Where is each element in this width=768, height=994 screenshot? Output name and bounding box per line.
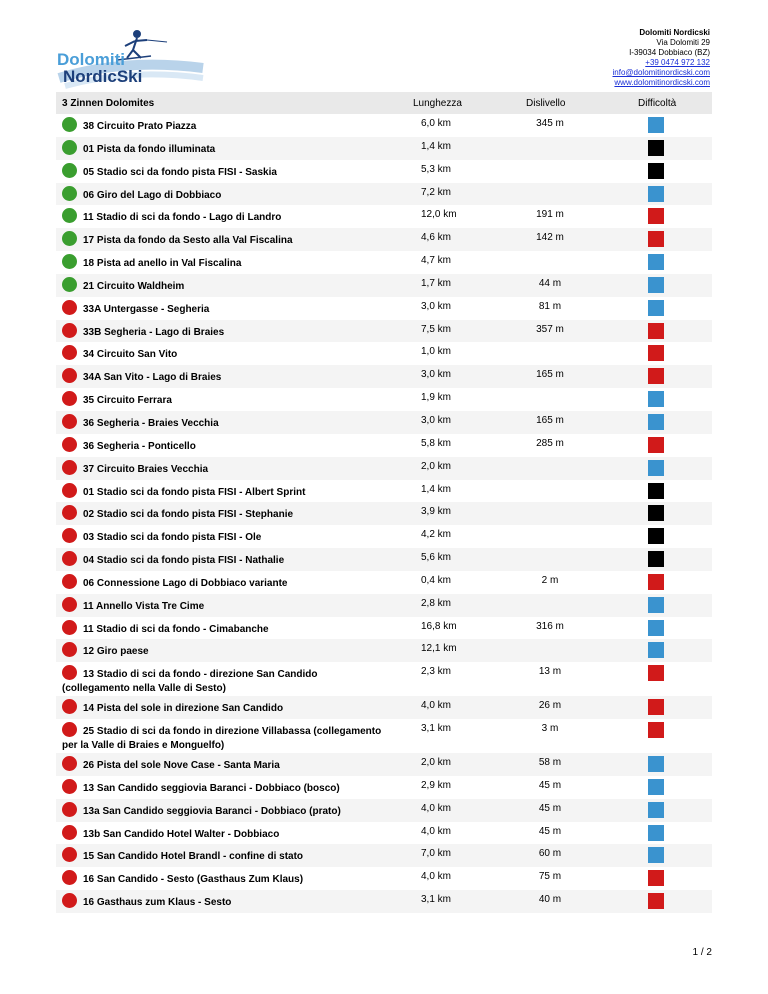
status-dot-red bbox=[62, 528, 77, 543]
email-link[interactable]: info@dolomitinordicski.com bbox=[612, 68, 710, 77]
trail-length: 1,9 km bbox=[421, 392, 452, 404]
status-dot-red bbox=[62, 825, 77, 840]
table-body bbox=[56, 114, 712, 913]
status-dot-red bbox=[62, 505, 77, 520]
trail-name: 15 San Candido Hotel Brandl - confine di stato bbox=[83, 851, 304, 863]
difficulty-square-black bbox=[648, 140, 664, 156]
trail-name: 03 Stadio sci da fondo pista FISI - Ole bbox=[83, 532, 262, 544]
difficulty-square-black bbox=[648, 528, 664, 544]
trail-length: 4,0 km bbox=[421, 700, 452, 712]
trail-length: 1,7 km bbox=[421, 277, 452, 289]
trail-length: 4,7 km bbox=[421, 255, 452, 267]
trail-elevation: 44 m bbox=[538, 277, 562, 289]
status-dot-red bbox=[62, 391, 77, 406]
trail-length: 3,0 km bbox=[421, 369, 452, 381]
difficulty-square-blue bbox=[648, 756, 664, 772]
trail-length: 3,1 km bbox=[421, 723, 452, 735]
difficulty-square-blue bbox=[648, 391, 664, 407]
trail-elevation: 40 m bbox=[538, 894, 562, 906]
table-row bbox=[56, 776, 712, 799]
difficulty-square-red bbox=[648, 893, 664, 909]
status-dot-green bbox=[62, 277, 77, 292]
status-dot-red bbox=[62, 368, 77, 383]
trail-length: 2,0 km bbox=[421, 757, 452, 769]
table-row bbox=[56, 719, 712, 753]
trail-name: 26 Pista del sole Nove Case - Santa Maria bbox=[83, 760, 280, 772]
trail-name: 11 Stadio di sci da fondo - Lago di Landro bbox=[83, 212, 282, 224]
trail-length: 2,0 km bbox=[421, 460, 452, 472]
difficulty-square-black bbox=[648, 505, 664, 521]
status-dot-red bbox=[62, 323, 77, 338]
status-dot-red bbox=[62, 620, 77, 635]
table-row bbox=[56, 844, 712, 867]
table-row bbox=[56, 799, 712, 822]
trail-elevation: 165 m bbox=[536, 369, 564, 381]
difficulty-square-blue bbox=[648, 117, 664, 133]
trail-name: 16 Gasthaus zum Klaus - Sesto bbox=[83, 897, 232, 909]
trail-length: 4,0 km bbox=[421, 871, 452, 883]
difficulty-square-blue bbox=[648, 642, 664, 658]
difficulty-square-blue bbox=[648, 620, 664, 636]
table-row bbox=[56, 205, 712, 228]
trail-length: 0,4 km bbox=[421, 574, 452, 586]
table-row bbox=[56, 617, 712, 640]
trail-name: 13a San Candido seggiovia Baranci - Dobbiaco (prato) bbox=[83, 805, 341, 817]
difficulty-square-red bbox=[648, 870, 664, 886]
street: Via Dolomiti 29 bbox=[656, 38, 710, 47]
trail-elevation: 75 m bbox=[538, 871, 562, 883]
trail-length: 4,0 km bbox=[421, 825, 452, 837]
difficulty-square-blue bbox=[648, 847, 664, 863]
trail-name: 02 Stadio sci da fondo pista FISI - Stephanie bbox=[83, 509, 294, 521]
trail-name: 36 Segheria - Ponticello bbox=[83, 440, 196, 452]
table-header bbox=[56, 92, 712, 114]
status-dot-green bbox=[62, 254, 77, 269]
status-dot-red bbox=[62, 551, 77, 566]
trail-length: 7,2 km bbox=[421, 186, 452, 198]
table-row bbox=[56, 342, 712, 365]
table-row bbox=[56, 160, 712, 183]
trail-elevation: 58 m bbox=[538, 757, 562, 769]
table-row bbox=[56, 594, 712, 617]
status-dot-red bbox=[62, 300, 77, 315]
difficulty-square-red bbox=[648, 574, 664, 590]
trail-name: 21 Circuito Waldheim bbox=[83, 280, 185, 292]
status-dot-red bbox=[62, 437, 77, 452]
table-row bbox=[56, 480, 712, 503]
trail-name: 06 Connessione Lago di Dobbiaco variante bbox=[83, 577, 288, 589]
trail-elevation: 357 m bbox=[536, 323, 564, 335]
trail-elevation: 191 m bbox=[536, 209, 564, 221]
trail-length: 1,0 km bbox=[421, 346, 452, 358]
trail-elevation: 45 m bbox=[538, 825, 562, 837]
trail-elevation: 60 m bbox=[538, 848, 562, 860]
trail-table bbox=[56, 92, 712, 913]
col-length: Lunghezza bbox=[413, 98, 462, 109]
trail-length: 6,0 km bbox=[421, 118, 452, 129]
trail-length: 4,6 km bbox=[421, 232, 452, 244]
difficulty-square-black bbox=[648, 483, 664, 499]
status-dot-green bbox=[62, 208, 77, 223]
trail-length: 3,9 km bbox=[421, 506, 452, 518]
status-dot-green bbox=[62, 163, 77, 178]
table-row bbox=[56, 365, 712, 388]
difficulty-square-blue bbox=[648, 277, 664, 293]
difficulty-square-blue bbox=[648, 186, 664, 202]
trail-elevation: 81 m bbox=[538, 300, 562, 312]
trail-elevation: 142 m bbox=[536, 232, 564, 244]
col-elevation: Dislivello bbox=[526, 98, 566, 109]
trail-name: 35 Circuito Ferrara bbox=[83, 395, 172, 407]
phone-link[interactable]: +39 0474 972 132 bbox=[645, 58, 710, 67]
table-row bbox=[56, 502, 712, 525]
svg-text:NordicSki: NordicSki bbox=[63, 67, 143, 86]
col-difficulty: Difficoltà bbox=[638, 98, 677, 109]
trail-name: 18 Pista ad anello in Val Fiscalina bbox=[83, 258, 242, 270]
difficulty-square-blue bbox=[648, 414, 664, 430]
trail-name: 17 Pista da fondo da Sesto alla Val Fiscalina bbox=[83, 235, 293, 247]
status-dot-green bbox=[62, 117, 77, 132]
table-row bbox=[56, 411, 712, 434]
trail-length: 4,0 km bbox=[421, 802, 452, 814]
difficulty-square-red bbox=[648, 368, 664, 384]
status-dot-green bbox=[62, 186, 77, 201]
table-row bbox=[56, 753, 712, 776]
trail-length: 2,9 km bbox=[421, 779, 452, 791]
page-number: 1 / 2 bbox=[692, 947, 712, 958]
status-dot-red bbox=[62, 574, 77, 589]
trail-name: 38 Circuito Prato Piazza bbox=[83, 121, 197, 132]
table-row bbox=[56, 822, 712, 845]
difficulty-square-red bbox=[648, 437, 664, 453]
status-dot-red bbox=[62, 847, 77, 862]
table-row bbox=[56, 297, 712, 320]
trail-length: 3,1 km bbox=[421, 894, 452, 906]
trail-length: 2,8 km bbox=[421, 597, 452, 609]
trail-length: 1,4 km bbox=[421, 140, 452, 152]
trail-name: 11 Stadio di sci da fondo - Cimabanche bbox=[83, 623, 269, 635]
difficulty-square-red bbox=[648, 665, 664, 681]
status-dot-red bbox=[62, 893, 77, 908]
org-name: Dolomiti Nordicski bbox=[639, 28, 710, 37]
trail-elevation: 26 m bbox=[538, 700, 562, 712]
status-dot-red bbox=[62, 802, 77, 817]
status-dot-red bbox=[62, 414, 77, 429]
table-row bbox=[56, 183, 712, 206]
difficulty-square-black bbox=[648, 163, 664, 179]
difficulty-square-red bbox=[648, 231, 664, 247]
difficulty-square-red bbox=[648, 722, 664, 738]
difficulty-square-blue bbox=[648, 597, 664, 613]
trail-elevation: 2 m bbox=[541, 574, 559, 586]
trail-elevation: 316 m bbox=[536, 620, 564, 632]
trail-name: 13 San Candido seggiovia Baranci - Dobbiaco (bosco) bbox=[83, 782, 340, 794]
status-dot-red bbox=[62, 483, 77, 498]
difficulty-square-red bbox=[648, 345, 664, 361]
trail-elevation: 345 m bbox=[536, 118, 564, 129]
table-row bbox=[56, 251, 712, 274]
difficulty-square-red bbox=[648, 699, 664, 715]
trail-name: 01 Pista da fondo illuminata bbox=[83, 143, 216, 155]
contact-block bbox=[613, 28, 711, 88]
trail-length: 12,0 km bbox=[421, 209, 457, 221]
trail-name: 12 Giro paese bbox=[83, 646, 149, 658]
trail-name: 33B Segheria - Lago di Braies bbox=[83, 326, 225, 338]
table-row bbox=[56, 867, 712, 890]
status-dot-red bbox=[62, 642, 77, 657]
trail-length: 3,0 km bbox=[421, 414, 452, 426]
trail-length: 7,5 km bbox=[421, 323, 452, 335]
status-dot-green bbox=[62, 231, 77, 246]
trail-length: 4,2 km bbox=[421, 529, 452, 541]
table-row bbox=[56, 457, 712, 480]
trail-name: 34A San Vito - Lago di Braies bbox=[83, 372, 222, 384]
table-row bbox=[56, 571, 712, 594]
table-row bbox=[56, 548, 712, 571]
area-title: 3 Zinnen Dolomites bbox=[62, 98, 155, 109]
trail-name: 13 Stadio di sci da fondo - direzione San Candido (collegamento nella Valle di Sesto) bbox=[62, 669, 318, 695]
web-link[interactable]: www.dolomitinordicski.com bbox=[614, 78, 710, 87]
status-dot-red bbox=[62, 756, 77, 771]
trail-name: 05 Stadio sci da fondo pista FISI - Saskia bbox=[83, 166, 277, 178]
table-row bbox=[56, 228, 712, 251]
difficulty-square-red bbox=[648, 208, 664, 224]
trail-elevation: 45 m bbox=[538, 779, 562, 791]
trail-length: 5,6 km bbox=[421, 552, 452, 564]
trail-elevation: 13 m bbox=[538, 666, 562, 678]
table-row bbox=[56, 114, 712, 137]
trail-elevation: 3 m bbox=[541, 723, 559, 735]
difficulty-square-red bbox=[648, 323, 664, 339]
trail-name: 01 Stadio sci da fondo pista FISI - Albert Sprint bbox=[83, 486, 306, 498]
trail-length: 3,0 km bbox=[421, 300, 452, 312]
trail-length: 5,3 km bbox=[421, 163, 452, 175]
trail-name: 13b San Candido Hotel Walter - Dobbiaco bbox=[83, 828, 280, 840]
table-row bbox=[56, 274, 712, 297]
city: I-39034 Dobbiaco (BZ) bbox=[629, 48, 710, 57]
table-row bbox=[56, 137, 712, 160]
status-dot-red bbox=[62, 597, 77, 612]
table-row bbox=[56, 890, 712, 913]
status-dot-red bbox=[62, 460, 77, 475]
difficulty-square-blue bbox=[648, 300, 664, 316]
table-row bbox=[56, 662, 712, 696]
table-row bbox=[56, 525, 712, 548]
difficulty-square-blue bbox=[648, 460, 664, 476]
status-dot-green bbox=[62, 140, 77, 155]
trail-length: 12,1 km bbox=[421, 643, 457, 655]
status-dot-red bbox=[62, 870, 77, 885]
trail-name: 11 Annello Vista Tre Cime bbox=[83, 600, 205, 612]
trail-name: 36 Segheria - Braies Vecchia bbox=[83, 417, 219, 429]
trail-length: 1,4 km bbox=[421, 483, 452, 495]
difficulty-square-blue bbox=[648, 825, 664, 841]
table-row bbox=[56, 639, 712, 662]
status-dot-red bbox=[62, 699, 77, 714]
table-row bbox=[56, 388, 712, 411]
dolomiti-nordicski-logo bbox=[55, 28, 205, 90]
status-dot-red bbox=[62, 779, 77, 794]
trail-length: 7,0 km bbox=[421, 848, 452, 860]
svg-text:Dolomiti: Dolomiti bbox=[57, 50, 125, 69]
difficulty-square-black bbox=[648, 551, 664, 567]
trail-length: 16,8 km bbox=[421, 620, 457, 632]
difficulty-square-blue bbox=[648, 802, 664, 818]
trail-length: 2,3 km bbox=[421, 666, 452, 678]
trail-name: 04 Stadio sci da fondo pista FISI - Nathalie bbox=[83, 555, 285, 567]
trail-length: 5,8 km bbox=[421, 437, 452, 449]
trail-name: 34 Circuito San Vito bbox=[83, 349, 178, 361]
trail-name: 33A Untergasse - Segheria bbox=[83, 303, 210, 315]
status-dot-red bbox=[62, 345, 77, 360]
trail-name: 37 Circuito Braies Vecchia bbox=[83, 463, 209, 475]
trail-name: 25 Stadio di sci da fondo in direzione Villabassa (collegamento per la Valle di Braies e Monguelfo) bbox=[62, 726, 382, 752]
table-row bbox=[56, 696, 712, 719]
trail-name: 14 Pista del sole in direzione San Candido bbox=[83, 703, 284, 715]
difficulty-square-blue bbox=[648, 254, 664, 270]
trail-elevation: 285 m bbox=[536, 437, 564, 449]
table-row bbox=[56, 320, 712, 343]
trail-name: 16 San Candido - Sesto (Gasthaus Zum Klaus) bbox=[83, 874, 304, 886]
table-row bbox=[56, 434, 712, 457]
trail-name: 06 Giro del Lago di Dobbiaco bbox=[83, 189, 222, 201]
difficulty-square-blue bbox=[648, 779, 664, 795]
trail-elevation: 165 m bbox=[536, 414, 564, 426]
trail-elevation: 45 m bbox=[538, 802, 562, 814]
